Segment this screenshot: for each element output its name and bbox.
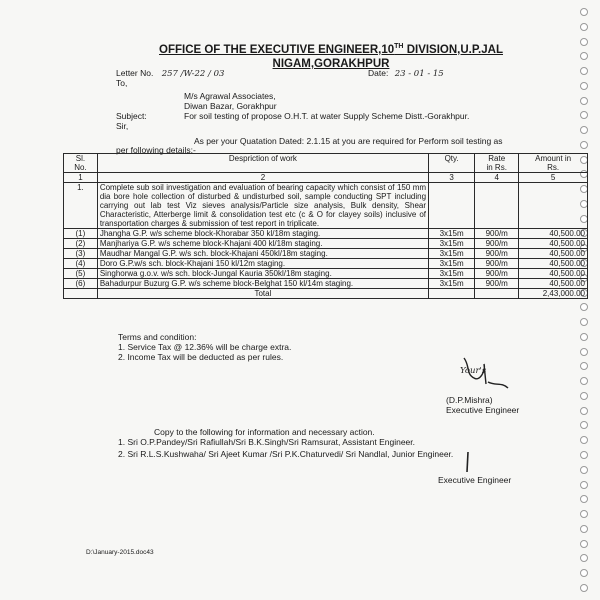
heading-line1-suffix: DIVISION,U.P.JAL bbox=[403, 43, 503, 56]
signature-scribble-2 bbox=[456, 450, 480, 476]
table-row bbox=[64, 269, 588, 279]
heading-line2: NIGAM,GORAKHPUR bbox=[272, 57, 390, 70]
row-qty: 3x15m bbox=[429, 279, 475, 289]
total-row bbox=[64, 289, 588, 299]
row-desc: Doro G.P.w/s sch. block-Khajani 150 kl/12m staging. bbox=[97, 259, 428, 269]
col-number: 2 bbox=[97, 173, 428, 183]
table-row bbox=[64, 229, 588, 239]
table-row bbox=[64, 279, 588, 289]
yours-text: Your's bbox=[460, 366, 487, 376]
signatory-designation: Executive Engineer bbox=[446, 405, 520, 415]
row-qty: 3x15m bbox=[429, 269, 475, 279]
body-line-1: As per your Quatation Dated: 2.1.15 at you are required for Perform soil testing as bbox=[194, 136, 503, 146]
row-amount: 40,500.00 bbox=[519, 279, 588, 289]
row-rate: 900/m bbox=[475, 269, 519, 279]
row-rate: 900/m bbox=[475, 279, 519, 289]
row-amount: 40,500.00 bbox=[519, 229, 588, 239]
work-table bbox=[63, 153, 588, 299]
row-desc: Bahadurpur Buzurg G.P. w/s scheme block-Belghat 150 kl/14m staging. bbox=[97, 279, 428, 289]
row-rate: 900/m bbox=[475, 249, 519, 259]
signature2-designation: Executive Engineer bbox=[438, 475, 512, 485]
table-row bbox=[64, 259, 588, 269]
total-value: 2,43,000.00 bbox=[519, 289, 588, 299]
row-amount: 40,500.00 bbox=[519, 249, 588, 259]
letter-number bbox=[116, 68, 224, 79]
row-desc: Jhangha G.P. w/s scheme block-Khorabar 350 kl/18m staging. bbox=[97, 229, 428, 239]
col-number: 5 bbox=[519, 173, 588, 183]
header-rate: Rate in Rs. bbox=[475, 154, 519, 173]
row-qty: 3x15m bbox=[429, 239, 475, 249]
date-value: 23 - 01 - 15 bbox=[394, 69, 444, 79]
terms-item-2: 2. Income Tax will be deducted as per rules. bbox=[118, 352, 284, 362]
addressee-address: Diwan Bazar, Gorakhpur bbox=[184, 101, 277, 111]
col-number: 3 bbox=[429, 173, 475, 183]
row-desc: Maudhar Mangal G.P. w/s sch. block-Khajani 450kl/18m staging. bbox=[97, 249, 428, 259]
subject-text: For soil testing of propose O.H.T. at water Supply Scheme Distt.-Gorakhpur. bbox=[184, 111, 470, 121]
row-sl: (5) bbox=[64, 269, 98, 279]
header-desc: Despriction of work bbox=[97, 154, 428, 173]
salutation: Sir, bbox=[116, 121, 129, 131]
row-amount: 40,500.00 bbox=[519, 239, 588, 249]
copy-item-2: 2. Sri R.L.S.Kushwaha/ Sri Ajeet Kumar /Sri P.K.Chaturvedi/ Sri Nandlal, Junior Engineer. bbox=[118, 449, 454, 459]
table-row bbox=[64, 183, 588, 229]
row-desc: Complete sub soil investigation and evaluation of bearing capacity which consist of 150 mm dia bore hole collection of disturbed & undisturbed soil, sample conducting SPT including carrying out lab test Viz sieves analysis/Particle size analysis, Bulk density, Shear Characteristic, Atterberge limit & consolidation test etc (c & O for clayey soils) inclusive of transportation charges & submission of test report in triplicate. bbox=[97, 183, 428, 229]
table-row bbox=[64, 239, 588, 249]
to-label: To, bbox=[116, 78, 128, 88]
heading-superscript: TH bbox=[394, 43, 404, 50]
row-sl: (1) bbox=[64, 229, 98, 239]
row-qty: 3x15m bbox=[429, 249, 475, 259]
col-number: 1 bbox=[64, 173, 98, 183]
table-header-row bbox=[64, 154, 588, 173]
row-sl: 1. bbox=[64, 183, 98, 229]
row-amount: 40,500.00 bbox=[519, 259, 588, 269]
row-qty: 3x15m bbox=[429, 229, 475, 239]
row-qty: 3x15m bbox=[429, 259, 475, 269]
header-amount: Amount in Rs. bbox=[519, 154, 588, 173]
body-line-2: per following details:- bbox=[116, 145, 196, 155]
file-path-footer: D:\January-2015.doc43 bbox=[86, 549, 154, 556]
row-desc: Singhorwa g.o.v. w/s sch. block-Jungal Kauria 350kl/18m staging. bbox=[97, 269, 428, 279]
row-desc: Manjhariya G.P. w/s scheme block-Khajani 400 kl/18m staging. bbox=[97, 239, 428, 249]
letter-no-label: Letter No. bbox=[116, 68, 154, 78]
table-row bbox=[64, 249, 588, 259]
subject-label: Subject: bbox=[116, 111, 147, 121]
copy-intro: Copy to the following for information and necessary action. bbox=[154, 427, 375, 437]
terms-item-1: 1. Service Tax @ 12.36% will be charge extra. bbox=[118, 342, 292, 352]
heading-line1-prefix: OFFICE OF THE EXECUTIVE ENGINEER,10 bbox=[159, 43, 395, 56]
total-label: Total bbox=[97, 289, 428, 299]
addressee-name: M/s Agrawal Associates, bbox=[184, 91, 276, 101]
row-rate: 900/m bbox=[475, 239, 519, 249]
copy-item-1: 1. Sri O.P.Pandey/Sri Rafiullah/Sri B.K.Singh/Sri Ramsurat, Assistant Engineer. bbox=[118, 437, 416, 447]
letter-no-value: 257 /W-22 / 03 bbox=[161, 69, 225, 79]
letter-date bbox=[368, 68, 444, 79]
row-rate: 900/m bbox=[475, 229, 519, 239]
row-sl: (3) bbox=[64, 249, 98, 259]
header-sl: Sl. No. bbox=[64, 154, 98, 173]
header-qty: Qty. bbox=[429, 154, 475, 173]
signatory-name: (D.P.Mishra) bbox=[446, 395, 493, 405]
date-label: Date: bbox=[368, 68, 389, 78]
binder-holes bbox=[580, 8, 594, 592]
terms-title: Terms and condition: bbox=[118, 332, 197, 342]
row-sl: (2) bbox=[64, 239, 98, 249]
row-sl: (6) bbox=[64, 279, 98, 289]
row-rate: 900/m bbox=[475, 259, 519, 269]
column-number-row bbox=[64, 173, 588, 183]
row-sl: (4) bbox=[64, 259, 98, 269]
col-number: 4 bbox=[475, 173, 519, 183]
office-heading bbox=[96, 40, 566, 71]
row-amount: 40,500.00 bbox=[519, 269, 588, 279]
